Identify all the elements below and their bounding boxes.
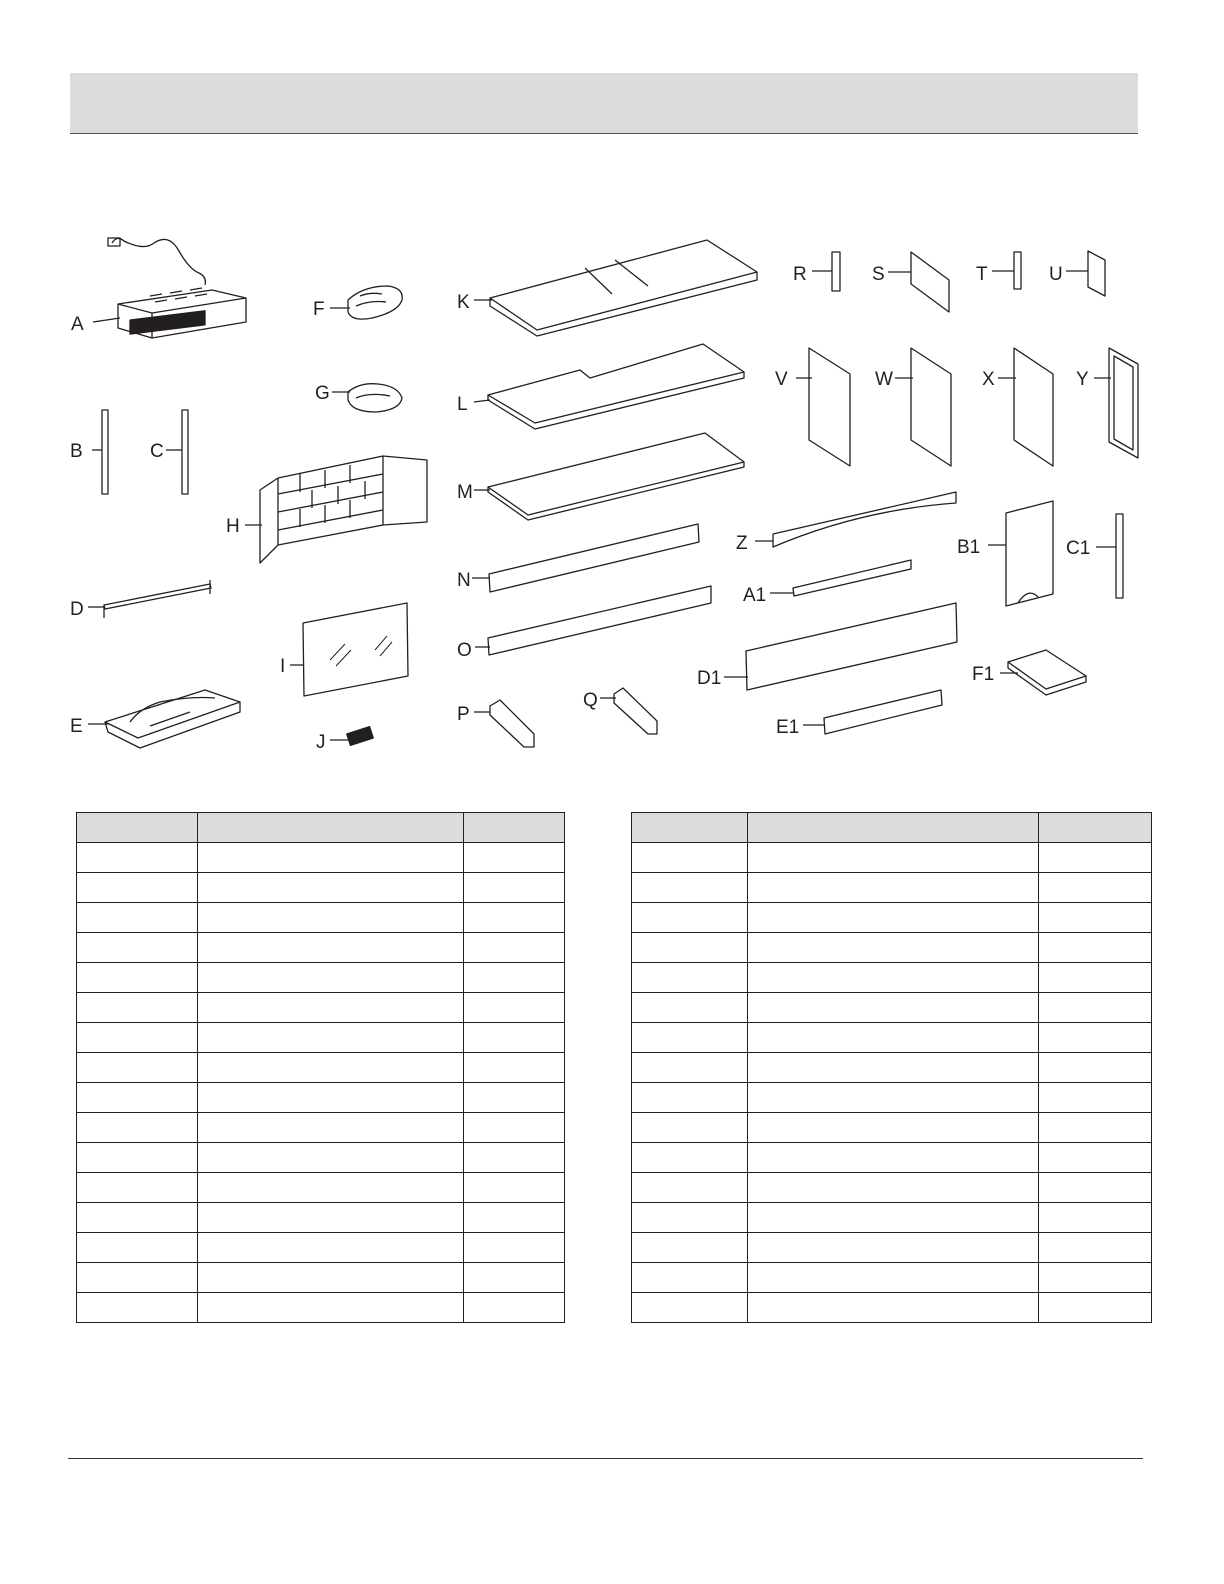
label-j: J [316, 732, 326, 753]
table-cell [1039, 1263, 1152, 1293]
table-cell [464, 963, 565, 993]
table-row [632, 1203, 1152, 1233]
table-cell [632, 903, 748, 933]
label-w: W [875, 369, 893, 390]
label-n: N [457, 570, 471, 591]
table-cell [1039, 903, 1152, 933]
table-cell [632, 1053, 748, 1083]
table-cell [748, 993, 1039, 1023]
label-g: G [315, 383, 330, 404]
header-cell [464, 813, 565, 843]
parts-table-left [76, 812, 565, 1323]
table-cell [77, 933, 198, 963]
table-cell [198, 1293, 464, 1323]
table-cell [632, 1173, 748, 1203]
label-r: R [793, 264, 807, 285]
table-cell [77, 843, 198, 873]
table-cell [77, 1023, 198, 1053]
label-c1: C1 [1066, 538, 1091, 559]
table-row [77, 1293, 565, 1323]
table-cell [632, 1233, 748, 1263]
table-cell [1039, 1143, 1152, 1173]
table-cell [632, 1203, 748, 1233]
table-row [632, 1263, 1152, 1293]
table-cell [77, 1083, 198, 1113]
table-cell [1039, 963, 1152, 993]
label-x: X [982, 369, 995, 390]
table-cell [748, 1113, 1039, 1143]
table-cell [77, 1293, 198, 1323]
label-c: C [150, 441, 164, 462]
label-a: A [71, 314, 84, 335]
table-cell [632, 1113, 748, 1143]
table-row [632, 1173, 1152, 1203]
table-cell [464, 1053, 565, 1083]
table-cell [198, 993, 464, 1023]
table-cell [1039, 1083, 1152, 1113]
table-cell [748, 903, 1039, 933]
label-s: S [872, 264, 885, 285]
label-t: T [976, 264, 988, 285]
table-cell [1039, 933, 1152, 963]
table-cell [198, 1263, 464, 1293]
table-cell [198, 1113, 464, 1143]
table-row [77, 903, 565, 933]
table-row [77, 963, 565, 993]
table-row [77, 993, 565, 1023]
table-cell [198, 1203, 464, 1233]
table-row [77, 843, 565, 873]
table-cell [748, 1203, 1039, 1233]
label-f1: F1 [972, 664, 995, 685]
table-row [77, 1203, 565, 1233]
label-d: D [70, 599, 84, 620]
table-cell [198, 873, 464, 903]
table-cell [464, 1143, 565, 1173]
table-cell [1039, 1233, 1152, 1263]
table-cell [748, 1023, 1039, 1053]
table-cell [632, 993, 748, 1023]
table-cell [77, 1263, 198, 1293]
table-row [632, 1083, 1152, 1113]
table-cell [198, 963, 464, 993]
table-row [77, 1143, 565, 1173]
table-cell [632, 933, 748, 963]
table-cell [77, 1203, 198, 1233]
table-row [632, 843, 1152, 873]
label-p: P [457, 704, 470, 725]
header-cell [1039, 813, 1152, 843]
table-cell [198, 1023, 464, 1053]
table-row [77, 1113, 565, 1143]
label-e1: E1 [776, 717, 800, 738]
table-cell [632, 1293, 748, 1323]
table-header-row [77, 813, 565, 843]
header-cell [748, 813, 1039, 843]
table-cell [77, 1173, 198, 1203]
label-d1: D1 [697, 668, 722, 689]
footer-rule [68, 1458, 1143, 1459]
table-cell [632, 963, 748, 993]
header-cell [77, 813, 198, 843]
table-cell [748, 843, 1039, 873]
table-cell [748, 1173, 1039, 1203]
table-row [77, 1053, 565, 1083]
table-cell [1039, 873, 1152, 903]
label-y: Y [1076, 369, 1089, 390]
table-cell [748, 1143, 1039, 1173]
table-cell [748, 933, 1039, 963]
table-cell [198, 1053, 464, 1083]
label-b: B [70, 441, 83, 462]
table-row [77, 933, 565, 963]
table-cell [198, 1143, 464, 1173]
table-row [77, 873, 565, 903]
table-row [632, 873, 1152, 903]
label-q: Q [583, 690, 598, 711]
table-cell [464, 903, 565, 933]
table-cell [632, 1263, 748, 1293]
table-cell [632, 1023, 748, 1053]
label-l: L [457, 394, 468, 415]
table-cell [1039, 843, 1152, 873]
table-row [77, 1023, 565, 1053]
table-cell [464, 1023, 565, 1053]
table-cell [77, 963, 198, 993]
table-cell [632, 1143, 748, 1173]
table-cell [77, 993, 198, 1023]
table-cell [748, 963, 1039, 993]
table-cell [464, 1203, 565, 1233]
table-cell [464, 843, 565, 873]
table-cell [198, 843, 464, 873]
table-cell [77, 903, 198, 933]
label-u: U [1049, 264, 1063, 285]
table-row [77, 1173, 565, 1203]
table-cell [748, 1263, 1039, 1293]
label-v: V [775, 369, 788, 390]
table-row [632, 1053, 1152, 1083]
table-cell [198, 933, 464, 963]
parts-table-right [631, 812, 1152, 1323]
table-cell [1039, 1203, 1152, 1233]
table-row [632, 963, 1152, 993]
header-cell [632, 813, 748, 843]
table-cell [198, 903, 464, 933]
table-cell [748, 1293, 1039, 1323]
label-o: O [457, 640, 472, 661]
table-row [632, 1143, 1152, 1173]
table-cell [1039, 1293, 1152, 1323]
table-cell [464, 1173, 565, 1203]
table-cell [1039, 1023, 1152, 1053]
table-cell [77, 1233, 198, 1263]
table-row [77, 1233, 565, 1263]
table-cell [1039, 993, 1152, 1023]
table-cell [464, 933, 565, 963]
table-row [632, 1023, 1152, 1053]
table-row [632, 1113, 1152, 1143]
table-cell [464, 1263, 565, 1293]
table-cell [464, 1293, 565, 1323]
table-row [632, 1233, 1152, 1263]
table-cell [77, 1113, 198, 1143]
table-row [77, 1083, 565, 1113]
table-header-row [632, 813, 1152, 843]
table-cell [464, 1083, 565, 1113]
table-cell [77, 1143, 198, 1173]
table-cell [1039, 1053, 1152, 1083]
label-e: E [70, 716, 83, 737]
table-cell [464, 1233, 565, 1263]
table-row [632, 933, 1152, 963]
table-cell [198, 1083, 464, 1113]
table-cell [632, 1083, 748, 1113]
table-cell [198, 1233, 464, 1263]
table-cell [1039, 1173, 1152, 1203]
table-cell [748, 873, 1039, 903]
label-k: K [457, 292, 470, 313]
table-cell [748, 1233, 1039, 1263]
table-cell [464, 993, 565, 1023]
table-row [632, 903, 1152, 933]
table-cell [77, 873, 198, 903]
table-row [632, 993, 1152, 1023]
label-b1: B1 [957, 537, 981, 558]
label-z: Z [736, 533, 748, 554]
table-cell [748, 1083, 1039, 1113]
part-a-fireplace-insert [108, 238, 246, 338]
label-h: H [226, 516, 240, 537]
header-cell [198, 813, 464, 843]
table-cell [464, 1113, 565, 1143]
label-m: M [457, 482, 473, 503]
table-cell [748, 1053, 1039, 1083]
parts-diagram [0, 0, 1224, 790]
table-cell [632, 843, 748, 873]
label-a1: A1 [743, 585, 767, 606]
table-row [77, 1263, 565, 1293]
table-row [632, 1293, 1152, 1323]
label-i: I [280, 656, 286, 677]
table-cell [464, 873, 565, 903]
table-cell [632, 873, 748, 903]
table-cell [1039, 1113, 1152, 1143]
table-cell [77, 1053, 198, 1083]
table-cell [198, 1173, 464, 1203]
label-f: F [313, 299, 325, 320]
